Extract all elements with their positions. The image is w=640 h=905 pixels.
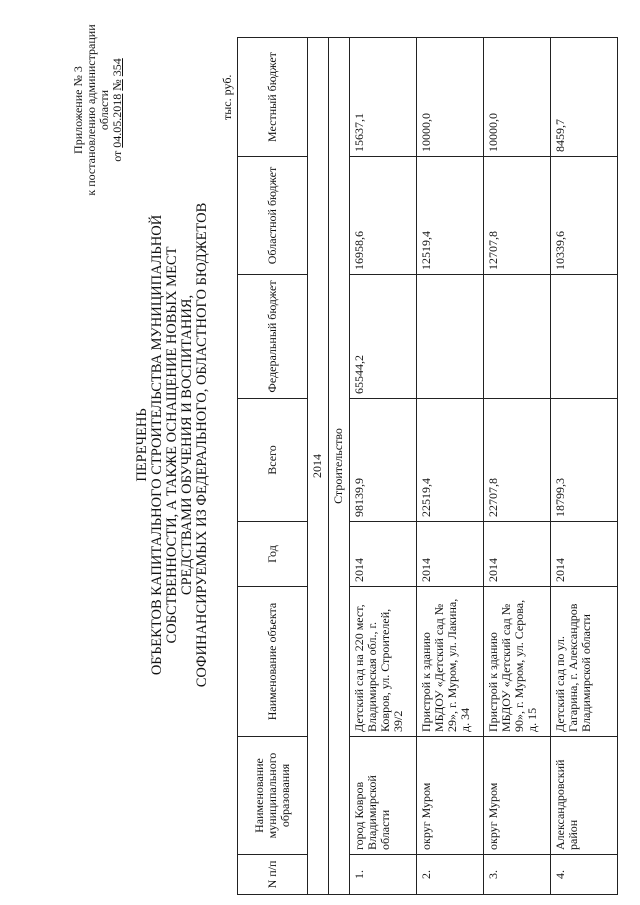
total-value: 18799,3 bbox=[551, 399, 618, 522]
section-cell: Строительство bbox=[329, 38, 350, 895]
title-line: ПЕРЕЧЕНЬ bbox=[134, 408, 150, 482]
year-cell: 2014 bbox=[308, 38, 329, 895]
section-row bbox=[329, 38, 350, 895]
table-row bbox=[417, 38, 484, 895]
federal-value: 65544,2 bbox=[350, 275, 417, 399]
federal-value bbox=[551, 275, 618, 399]
object-cell: Детский сад на 220 мест, Владимирская обл., г. Ковров, ул. Строителей, 39/2 bbox=[350, 587, 417, 737]
local-value: 10000,0 bbox=[484, 38, 551, 157]
row-number: 4. bbox=[551, 855, 618, 895]
local-value: 8459,7 bbox=[551, 38, 618, 157]
appendix-header bbox=[72, 10, 124, 210]
table-row bbox=[551, 38, 618, 895]
header-cell: Всего bbox=[238, 399, 308, 522]
title-line: ОБЪЕКТОВ КАПИТАЛЬНОГО СТРОИТЕЛЬСТВА МУНИЦИПАЛЬНОЙ bbox=[149, 214, 165, 676]
regional-value: 12707,8 bbox=[484, 157, 551, 275]
header-cell: Наименование муниципального образования bbox=[238, 737, 308, 855]
header-cell: Федеральный бюджет bbox=[238, 275, 308, 399]
regional-value: 10339,6 bbox=[551, 157, 618, 275]
regional-value: 12519,4 bbox=[417, 157, 484, 275]
resolution-number: 354 bbox=[110, 58, 124, 77]
units-label: тыс. руб. bbox=[220, 74, 234, 120]
year-value: 2014 bbox=[484, 522, 551, 587]
total-value: 22519,4 bbox=[417, 399, 484, 522]
title-line: СОФИНАНСИРУЕМЫХ ИЗ ФЕДЕРАЛЬНОГО, ОБЛАСТНОГО БЮДЖЕТОВ bbox=[194, 202, 210, 688]
appendix-number: Приложение № 3 bbox=[71, 66, 85, 154]
header-cell: N п/п bbox=[238, 855, 308, 895]
objects-table bbox=[237, 37, 618, 895]
regional-value: 16958,6 bbox=[350, 157, 417, 275]
title-line: СОБСТВЕННОСТИ, А ТАКЖЕ ОСНАЩЕНИЕ НОВЫХ МЕСТ bbox=[164, 246, 180, 644]
header-cell: Наименование объекта bbox=[238, 587, 308, 737]
year-row bbox=[308, 38, 329, 895]
year-value: 2014 bbox=[350, 522, 417, 587]
resolution-line: к постановлению администрации области bbox=[84, 24, 111, 196]
from-label: от bbox=[110, 150, 124, 162]
federal-value bbox=[484, 275, 551, 399]
row-number: 3. bbox=[484, 855, 551, 895]
row-number: 1. bbox=[350, 855, 417, 895]
municipality-cell: округ Муром bbox=[484, 737, 551, 855]
header-cell: Областной бюджет bbox=[238, 157, 308, 275]
local-value: 15637,1 bbox=[350, 38, 417, 157]
object-cell: Пристрой к зданию МБДОУ «Детский сад № 90», г. Муром, ул. Серова, д. 15 bbox=[484, 587, 551, 737]
local-value: 10000,0 bbox=[417, 38, 484, 157]
total-value: 22707,8 bbox=[484, 399, 551, 522]
table-row bbox=[350, 38, 417, 895]
resolution-date-line bbox=[111, 10, 124, 210]
municipality-cell: Александровский район bbox=[551, 737, 618, 855]
year-value: 2014 bbox=[551, 522, 618, 587]
title-line: СРЕДСТВАМИ ОБУЧЕНИЯ И ВОСПИТАНИЯ, bbox=[179, 294, 195, 596]
resolution-date: 04.05.2018 bbox=[110, 93, 124, 148]
document-title bbox=[135, 135, 210, 755]
header-cell: Год bbox=[238, 522, 308, 587]
row-number: 2. bbox=[417, 855, 484, 895]
header-cell: Местный бюджет bbox=[238, 38, 308, 157]
object-cell: Пристрой к зданию МБДОУ «Детский сад № 29», г. Муром, ул. Лакина, д. 34 bbox=[417, 587, 484, 737]
federal-value bbox=[417, 275, 484, 399]
object-cell: Детский сад по ул. Гагарина, г. Александров Владимирской области bbox=[551, 587, 618, 737]
municipality-cell: город Ковров Владимирской области bbox=[350, 737, 417, 855]
table-row bbox=[484, 38, 551, 895]
municipality-cell: округ Муром bbox=[417, 737, 484, 855]
total-value: 98139,9 bbox=[350, 399, 417, 522]
year-value: 2014 bbox=[417, 522, 484, 587]
table-header-row bbox=[238, 38, 308, 895]
number-sign: № bbox=[110, 79, 124, 91]
